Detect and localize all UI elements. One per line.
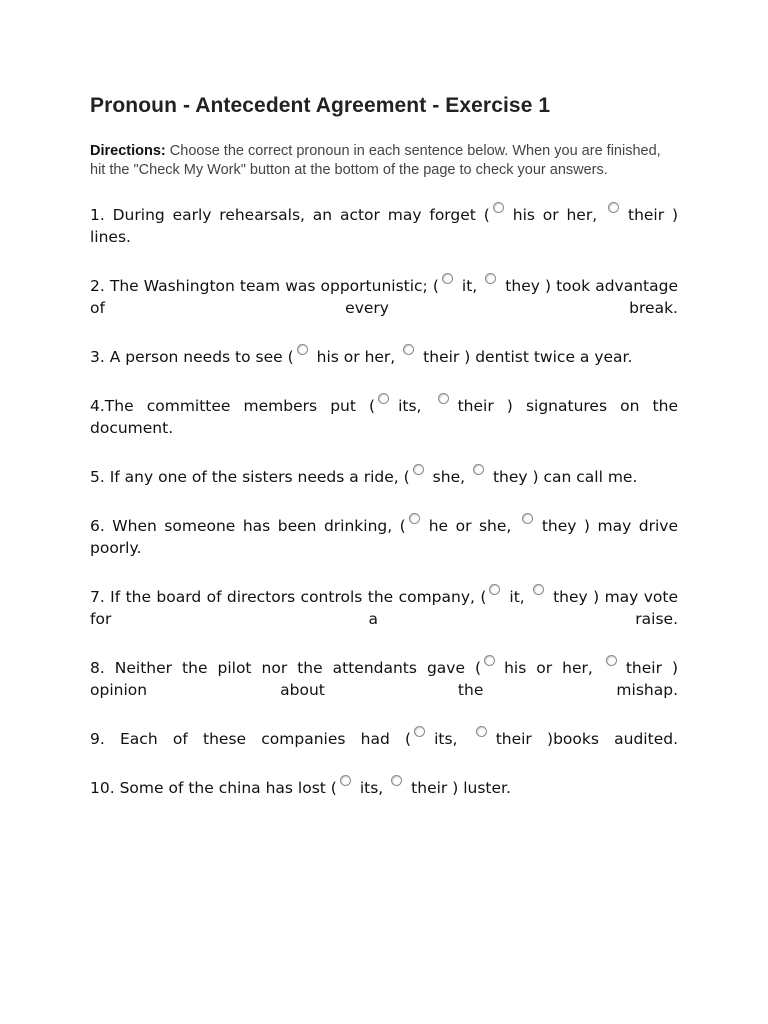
option-b-label: their )	[628, 206, 679, 224]
question-4	[90, 393, 678, 439]
option-a-label: his or her,	[512, 206, 598, 224]
question-2	[90, 273, 678, 319]
question-text: 1. During early rehearsals, an actor may forget (	[90, 206, 490, 224]
question-5	[90, 464, 678, 488]
question-text-end: may vote for a raise.	[90, 588, 678, 628]
radio-option-b[interactable]	[485, 273, 496, 284]
option-a-label: it,	[509, 588, 525, 606]
radio-option-a[interactable]	[413, 464, 424, 475]
radio-option-a[interactable]	[489, 584, 500, 595]
option-b-label: their )	[411, 779, 459, 797]
option-b-label: they )	[505, 277, 552, 295]
radio-option-b[interactable]	[403, 344, 414, 355]
question-text: 4.The committee members put (	[90, 397, 376, 415]
radio-option-a[interactable]	[442, 273, 453, 284]
question-10	[90, 775, 678, 799]
question-text: 3. A person needs to see (	[90, 348, 294, 366]
page-title: Pronoun - Antecedent Agreement - Exercise 1	[90, 94, 551, 117]
option-a-label: it,	[461, 277, 478, 295]
question-text-end: books audited.	[553, 730, 678, 748]
radio-option-b[interactable]	[608, 202, 619, 213]
radio-option-a[interactable]	[340, 775, 351, 786]
question-text-end: lines.	[90, 228, 131, 246]
question-text: 6. When someone has been drinking, (	[90, 517, 406, 535]
question-text-end: can call me.	[538, 468, 638, 486]
question-text: 9. Each of these companies had (	[90, 730, 412, 748]
question-text-end: dentist twice a year.	[470, 348, 633, 366]
question-text: 2. The Washington team was opportunistic; (	[90, 277, 439, 295]
option-b-label: they )	[541, 517, 590, 535]
radio-option-a[interactable]	[378, 393, 389, 404]
question-8	[90, 655, 678, 701]
option-a-label: she,	[432, 468, 466, 486]
question-3	[90, 344, 678, 368]
question-7	[90, 584, 678, 630]
radio-option-b[interactable]	[476, 726, 487, 737]
question-text-end: signatures on the document.	[90, 397, 678, 437]
question-9	[90, 726, 678, 750]
radio-option-b[interactable]	[438, 393, 449, 404]
option-b-label: their )	[457, 397, 513, 415]
question-text: 7. If the board of directors controls the company, (	[90, 588, 487, 606]
directions-label: Directions:	[90, 143, 166, 159]
option-a-label: his or her,	[504, 659, 593, 677]
question-text-end: opinion about the mishap.	[90, 681, 678, 699]
option-b-label: their )	[495, 730, 554, 748]
option-a-label: his or her,	[316, 348, 396, 366]
directions-paragraph	[90, 142, 678, 180]
option-b-label: they )	[492, 468, 539, 486]
radio-option-a[interactable]	[414, 726, 425, 737]
radio-option-b[interactable]	[606, 655, 617, 666]
option-a-label: its,	[398, 397, 422, 415]
option-a-label: he or she,	[428, 517, 512, 535]
question-6	[90, 513, 678, 559]
question-1	[90, 202, 678, 248]
question-text: 8. Neither the pilot nor the attendants gave (	[90, 659, 482, 677]
radio-option-b[interactable]	[533, 584, 544, 595]
radio-option-a[interactable]	[409, 513, 420, 524]
radio-option-b[interactable]	[522, 513, 533, 524]
radio-option-a[interactable]	[493, 202, 504, 213]
question-text-end: may drive poorly.	[90, 517, 678, 557]
question-text-end: took advantage of every break.	[90, 277, 678, 317]
radio-option-a[interactable]	[297, 344, 308, 355]
option-a-label: its,	[359, 779, 384, 797]
radio-option-b[interactable]	[473, 464, 484, 475]
radio-option-b[interactable]	[391, 775, 402, 786]
question-text: 10. Some of the china has lost (	[90, 779, 337, 797]
option-b-label: their )	[625, 659, 678, 677]
directions-text: Choose the correct pronoun in each sentence below. When you are finished, hit the "Check My Work" button at the bottom of the page to check your answers.	[90, 143, 661, 178]
question-text-end: luster.	[458, 779, 511, 797]
option-b-label: they )	[553, 588, 600, 606]
question-text: 5. If any one of the sisters needs a ride, (	[90, 468, 410, 486]
radio-option-a[interactable]	[484, 655, 495, 666]
option-b-label: their )	[423, 348, 471, 366]
question-list	[90, 202, 678, 799]
exercise-page	[90, 88, 678, 824]
option-a-label: its,	[434, 730, 458, 748]
